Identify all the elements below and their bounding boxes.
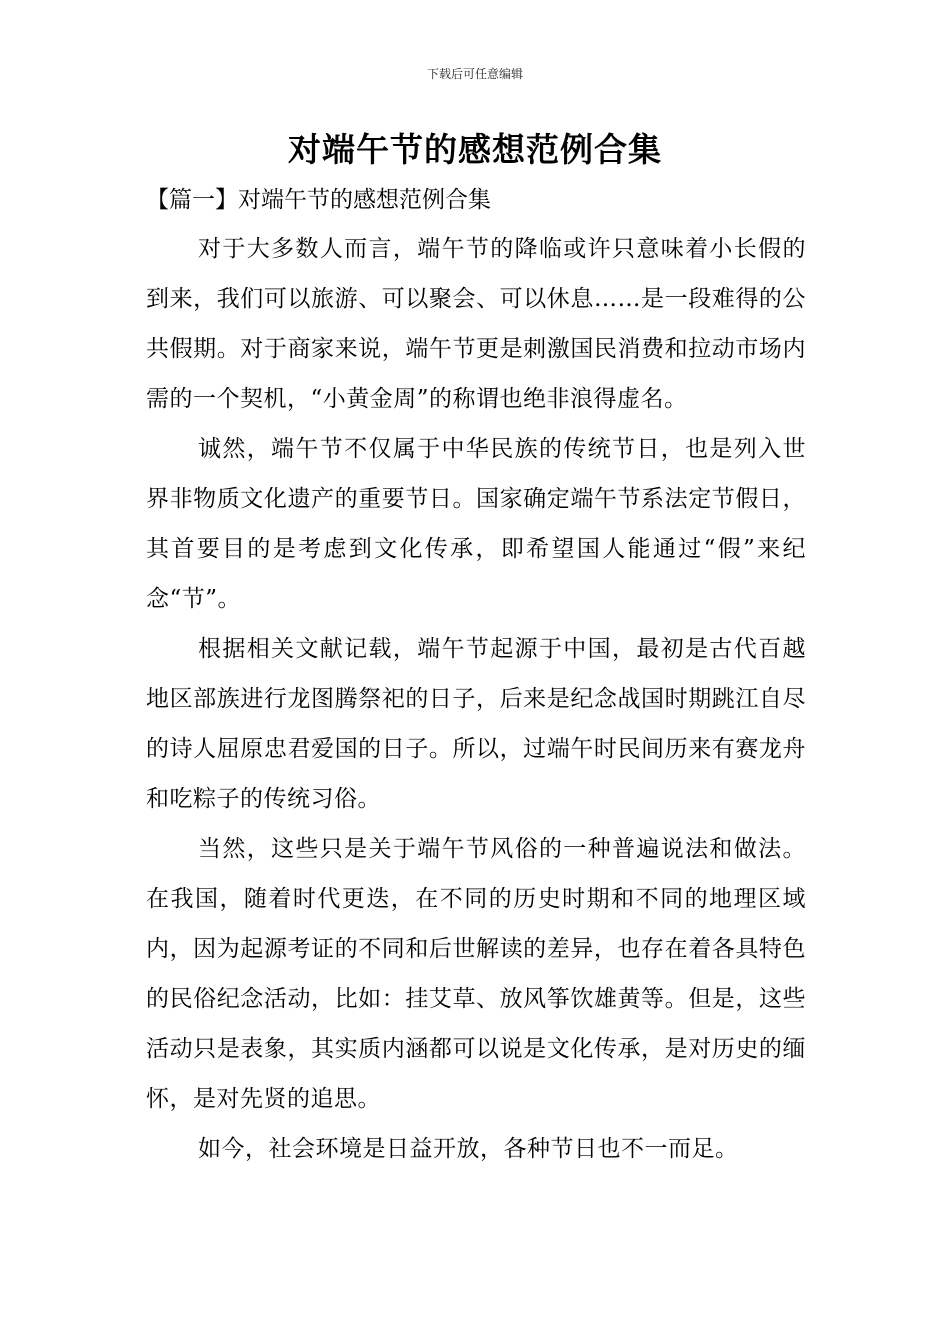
paragraph-3: 根据相关文献记载，端午节起源于中国，最初是古代百越地区部族进行龙图腾祭祀的日子，后来是纪念战国时期跳江自尽的诗人屈原忠君爱国的日子。所以，过端午时民间历来有赛龙舟和吃粽子的传统习俗。 bbox=[146, 636, 806, 812]
body-text bbox=[146, 224, 806, 1174]
section-heading: 【篇一】对端午节的感想范例合集 bbox=[146, 187, 491, 213]
paragraph-4: 当然，这些只是关于端午节风俗的一种普遍说法和做法。在我国，随着时代更迭，在不同的历史时期和不同的地理区域内，因为起源考证的不同和后世解读的差异，也存在着各具特色的民俗纪念活动，比如：挂艾草、放风筝饮雄黄等。但是，这些活动只是表象，其实质内涵都可以说是文化传承，是对历史的缅怀，是对先贤的追思。 bbox=[146, 836, 806, 1112]
paragraph-1: 对于大多数人而言，端午节的降临或许只意味着小长假的到来，我们可以旅游、可以聚会、可以休息……是一段难得的公共假期。对于商家来说，端午节更是刺激国民消费和拉动市场内需的一个契机，“小黄金周”的称谓也绝非浪得虚名。 bbox=[146, 236, 806, 412]
paragraph-5: 如今，社会环境是日益开放，各种节日也不一而足。 bbox=[198, 1136, 739, 1162]
document-title: 对端午节的感想范例合集 bbox=[288, 130, 662, 169]
header-note: 下载后可任意编辑 bbox=[426, 67, 523, 81]
paragraph-2: 诚然，端午节不仅属于中华民族的传统节日，也是列入世界非物质文化遗产的重要节日。国家确定端午节系法定节假日，其首要目的是考虑到文化传承，即希望国人能通过“假”来纪念“节”。 bbox=[146, 436, 806, 612]
